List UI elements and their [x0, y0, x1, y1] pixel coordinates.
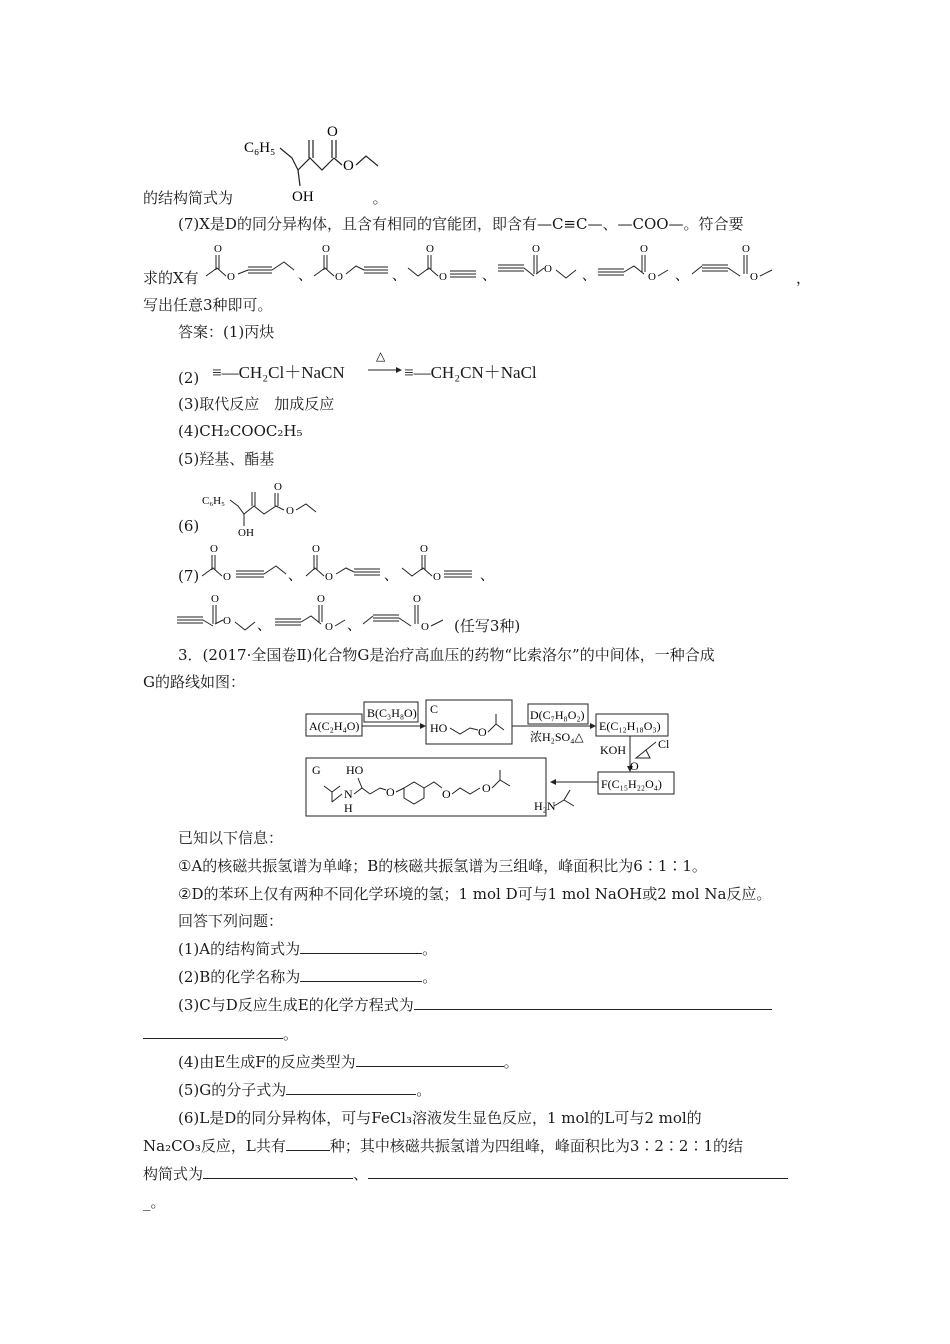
isomer-sep-2: 、 [392, 269, 406, 284]
svg-text:O: O [439, 271, 447, 283]
svg-text:O: O [750, 271, 758, 283]
isomer-sep-3: 、 [482, 269, 496, 284]
answer-6-structure [200, 478, 340, 542]
svg-text:O: O [335, 271, 343, 283]
info-prompt: 回答下列问题： [178, 912, 284, 930]
a7-isomer-5 [275, 593, 345, 633]
answer-blank-6b[interactable] [203, 1164, 353, 1179]
q7-line2-end: ， [796, 269, 812, 287]
info-1: ①A的核磁共振氢谱为单峰；B的核磁共振氢谱为三组峰，峰面积比为6∶1∶1。 [178, 857, 707, 875]
a7-isomer-1 [202, 543, 286, 583]
answer-7-note: (任写3种) [454, 617, 521, 635]
svg-text:O: O [648, 271, 656, 283]
a7-isomer-3 [402, 543, 472, 583]
a6-o2: O [286, 505, 294, 517]
svg-text:O: O [322, 243, 330, 255]
svg-text:O: O [210, 543, 218, 555]
answer-2-reactants: ≡—CH₂Cl＋NaCN [212, 363, 345, 382]
question-6c: 构简式为 、 [143, 1164, 788, 1184]
answer-7-label: (7) [178, 567, 200, 585]
svg-text:O: O [211, 593, 219, 605]
synthesis-scheme [300, 698, 690, 820]
svg-text:O: O [421, 621, 429, 633]
label-G-N: N [344, 787, 353, 801]
answer-blank-3a[interactable] [414, 995, 772, 1010]
q7-line3: 写出任意3种即可。 [143, 296, 273, 314]
svg-text:O: O [420, 543, 428, 555]
label-KOH: KOH [600, 743, 626, 757]
label-C: C [430, 702, 439, 716]
top-o2-label: O [343, 158, 354, 174]
top-oh-label: OH [292, 189, 314, 205]
a6-oh: OH [238, 527, 254, 539]
structure-sentence: 的结构简式为 。 [143, 189, 388, 207]
svg-text:O: O [742, 243, 750, 255]
svg-text:O: O [223, 571, 231, 583]
q3-line2: G的路线如图： [143, 673, 245, 691]
svg-text:O: O [433, 571, 441, 583]
isomer-1 [206, 243, 294, 283]
isomer-sep-4: 、 [582, 269, 596, 284]
label-G-O2: O [442, 787, 451, 801]
svg-text:O: O [544, 263, 552, 275]
label-B: B(C₃H₈O) [367, 706, 417, 720]
answer-3: (3)取代反应 加成反应 [178, 395, 335, 413]
isomer-2 [314, 243, 388, 283]
question-6-end: _。 [143, 1193, 166, 1211]
answer-4: (4)CH₂COOC₂H₅ [178, 422, 303, 440]
svg-text:、: 、 [347, 619, 361, 634]
label-C-HO: HO [430, 721, 448, 735]
label-Cl: Cl [658, 737, 670, 751]
answer-6-label: (6) [178, 517, 200, 535]
a6-o1: O [274, 481, 282, 493]
answer-5: (5)羟基、酯基 [178, 450, 275, 468]
question-5: (5)G的分子式为 。 [178, 1081, 432, 1099]
label-A: A(C₂H₄O) [309, 719, 360, 733]
q7-text: (7)X是D的同分异构体，且含有相同的官能团，即含有—C≡C—、—COO—。符合要 [178, 215, 744, 233]
question-3: (3)C与D反应生成E的化学方程式为 [178, 995, 772, 1015]
svg-text:O: O [325, 621, 333, 633]
svg-text:O: O [214, 243, 222, 255]
label-G-O1: O [386, 785, 395, 799]
answer-7-row1 [200, 540, 500, 586]
answer-2-products: ≡—CH₂CN＋NaCl [404, 363, 537, 382]
question-4: (4)由E生成F的反应类型为 。 [178, 1053, 519, 1071]
q7-isomers-row [200, 240, 815, 288]
question-2: (2)B的化学名称为 。 [178, 968, 438, 986]
info-title: 已知以下信息： [178, 829, 284, 847]
answer-blank-6a[interactable] [286, 1136, 330, 1151]
label-G: G [312, 763, 321, 777]
label-E: E(C₁₂H₁₈O₃) [599, 719, 661, 733]
reaction-arrow [366, 348, 402, 378]
svg-text:、: 、 [288, 569, 302, 584]
answer-blank-2[interactable] [300, 967, 422, 982]
top-o-label: O [327, 124, 338, 140]
isomer-3 [408, 243, 476, 283]
question-1: (1)A的结构简式为 。 [178, 940, 438, 958]
a7-isomer-6 [363, 593, 443, 633]
q7-line2-prefix: 求的X有 [143, 269, 199, 287]
svg-text:O: O [317, 593, 325, 605]
question-6b: Na₂CO₃反应，L共有 种；其中核磁共振氢谱为四组峰，峰面积比为3∶2∶2∶1的结 [143, 1137, 744, 1155]
svg-text:、: 、 [384, 569, 398, 584]
answer-blank-1[interactable] [300, 939, 422, 954]
label-amine: H₂N [534, 799, 556, 813]
isomer-4 [498, 243, 576, 278]
answer-7-row2 [175, 590, 455, 636]
svg-text:O: O [413, 593, 421, 605]
answer-blank-3b[interactable] [143, 1024, 283, 1039]
answer-1: 答案：(1)丙炔 [178, 323, 275, 341]
label-G-H: H [344, 801, 353, 815]
svg-text:O: O [426, 243, 434, 255]
isomer-5 [598, 243, 668, 283]
svg-text:、: 、 [480, 569, 494, 584]
label-epoxide-O: O [630, 759, 639, 773]
label-G-O3: O [482, 781, 491, 795]
svg-text:O: O [223, 615, 231, 627]
svg-text:O: O [312, 543, 320, 555]
a7-isomer-2 [306, 543, 380, 583]
svg-text:O: O [325, 571, 333, 583]
answer-blank-4[interactable] [356, 1052, 504, 1067]
label-F: F(C₁₅H₂₂O₄) [601, 777, 662, 791]
svg-text:O: O [640, 243, 648, 255]
svg-text:O: O [532, 243, 540, 255]
question-3-cont: 。 [143, 1024, 298, 1044]
a6-c6h5: C₆H₅ [202, 495, 225, 507]
label-C-O: O [478, 725, 487, 739]
answer-2-label: (2) [178, 369, 200, 387]
heat-symbol: △ [376, 349, 386, 363]
isomer-6 [692, 243, 772, 283]
question-6a: (6)L是D的同分异构体，可与FeCl₃溶液发生显色反应，1 mol的L可与2 mol的 [178, 1109, 702, 1127]
isomer-sep-5: 、 [675, 269, 689, 284]
svg-text:、: 、 [257, 619, 271, 634]
label-G-HO: HO [346, 763, 364, 777]
a7-isomer-4 [177, 593, 255, 630]
q3-line1: 3．(2017·全国卷Ⅱ)化合物G是治疗高血压的药物“比索洛尔”的中间体，一种合成 [178, 646, 715, 664]
answer-blank-5[interactable] [286, 1080, 416, 1095]
label-D: D(C₇H₈O₂) [530, 708, 585, 722]
info-2: ②D的苯环上仅有两种不同化学环境的氢；1 mol D可与1 mol NaOH或2 mol Na反应。 [178, 885, 772, 903]
label-cond: 浓H₂SO₄△ [530, 730, 584, 744]
answer-blank-6c[interactable] [368, 1164, 788, 1179]
top-c6h5-label: C₆H₅ [244, 140, 276, 156]
svg-text:O: O [227, 271, 235, 283]
isomer-sep-1: 、 [298, 269, 312, 284]
